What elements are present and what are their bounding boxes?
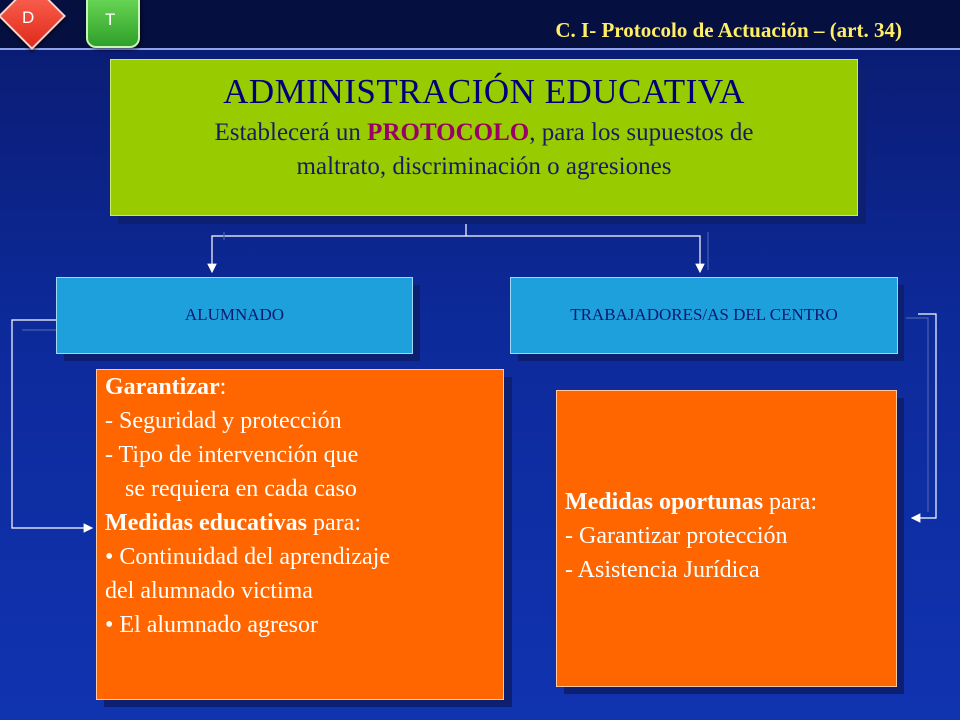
alumnado-label: ALUMNADO	[184, 305, 285, 324]
alumnado-bullet-2: • El alumnado agresor	[105, 612, 318, 638]
connector-left	[212, 236, 466, 272]
medidas-educativas-heading: Medidas educativas	[105, 510, 308, 536]
trabajadores-label: TRABAJADORES/AS DEL CENTRO	[570, 305, 838, 324]
admin-description	[111, 116, 857, 184]
alumnado-item-2: - Tipo de intervención que	[105, 442, 359, 468]
alumnado-box	[56, 277, 413, 354]
garantizar-colon: :	[219, 374, 227, 400]
connector-trabajadores-loop-shadow	[906, 318, 928, 512]
medidas-oportunas-line	[565, 485, 896, 519]
connector-right	[466, 236, 700, 272]
alumnado-bullet-1: • Continuidad del aprendizaje	[105, 544, 390, 570]
alumnado-bullet-1-cont: del alumnado victima	[105, 578, 313, 604]
admin-keyword: PROTOCOLO	[367, 119, 530, 146]
admin-line2: maltrato, discriminación o agresiones	[296, 153, 672, 180]
medidas-educativas-post: para:	[307, 510, 361, 536]
slide-title: C. I- Protocolo de Actuación – (art. 34)	[555, 18, 902, 42]
alumnado-detail-box	[96, 369, 504, 700]
medidas-oportunas-post: para:	[763, 489, 818, 515]
admin-box	[110, 59, 858, 216]
admin-line1-post: , para los supuestos de	[529, 119, 754, 146]
medidas-educativas-line	[105, 506, 503, 540]
garantizar-line	[105, 370, 503, 404]
alumnado-item-1: - Seguridad y protección	[105, 408, 342, 434]
connector-trabajadores-loop	[912, 314, 936, 518]
alumnado-item-3: se requiera en cada caso	[125, 476, 357, 502]
admin-line1-pre: Establecerá un	[214, 119, 368, 146]
garantizar-heading: Garantizar	[105, 374, 220, 400]
trabajadores-detail-box	[556, 390, 897, 687]
trabajadores-box	[510, 277, 898, 354]
trabajadores-item-2: - Asistencia Jurídica	[565, 557, 760, 583]
admin-title: ADMINISTRACIÓN EDUCATIVA	[223, 72, 745, 111]
medidas-oportunas-heading: Medidas oportunas	[565, 489, 764, 515]
nav-d-label[interactable]: D	[22, 8, 35, 27]
nav-t-label[interactable]: T	[105, 10, 116, 29]
trabajadores-item-1: - Garantizar protección	[565, 523, 788, 549]
